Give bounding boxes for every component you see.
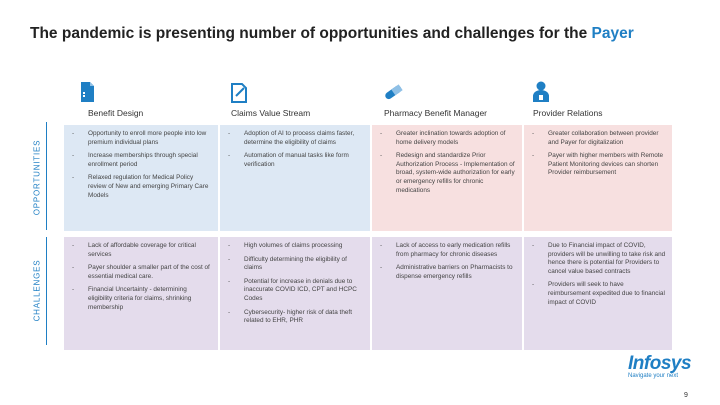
list-item: - Lack of affordable coverage for critical services bbox=[70, 242, 212, 259]
list-item: - Greater collaboration between provider and Payer for digitalization bbox=[530, 130, 666, 147]
challenges-benefit-design-cell bbox=[64, 237, 218, 350]
challenges-provider-cell bbox=[524, 237, 672, 350]
column-heading-pharmacy-benefit-manager: Pharmacy Benefit Manager bbox=[384, 108, 487, 118]
list-item: - Difficulty determining the eligibility of claims bbox=[226, 256, 364, 273]
title-accent: Payer bbox=[591, 25, 634, 42]
challenges-claims-cell bbox=[220, 237, 370, 350]
list-item: - Relaxed regulation for Medical Policy review of New and emerging Primary Care Models bbox=[70, 174, 212, 200]
opportunities-divider bbox=[46, 122, 47, 230]
list-item: - Increase memberships through special enrollment period bbox=[70, 152, 212, 169]
list-item: - Payer with higher members with Remote Patient Monitoring devices can shorten Provider reimbursement bbox=[530, 152, 666, 178]
column-heading-provider-relations: Provider Relations bbox=[533, 108, 603, 118]
challenges-row-label: CHALLENGES bbox=[32, 259, 42, 321]
person-icon bbox=[530, 80, 552, 104]
list-item: - Providers will seek to have reimbursement expedited due to financial impact of COVID bbox=[530, 281, 666, 307]
list-item: - Payer shoulder a smaller part of the cost of essential medical care. bbox=[70, 264, 212, 281]
opportunities-row-label: OPPORTUNITIES bbox=[32, 139, 42, 215]
list-item: - Administrative barriers on Pharmacists to dispense emergency refills bbox=[378, 264, 516, 281]
column-heading-claims-value-stream: Claims Value Stream bbox=[231, 108, 311, 118]
list-item: - Financial Uncertainty - determining eligibility criteria for claims, shrinking membership bbox=[70, 286, 212, 312]
list-item: - Redesign and standardize Prior Authorization Process - Implementation of broad, system-wide authorization for early or emergency refills for chronic medications bbox=[378, 152, 516, 195]
logo-tagline: Navigate your next bbox=[628, 373, 679, 379]
challenges-divider bbox=[46, 237, 47, 345]
list-item: - Lack of access to early medication refills from pharmacy for chronic diseases bbox=[378, 242, 516, 259]
list-item: - Opportunity to enroll more people into low premium individual plans bbox=[70, 130, 212, 147]
document-icon bbox=[76, 80, 98, 104]
page-title bbox=[30, 24, 670, 43]
column-heading-benefit-design: Benefit Design bbox=[88, 108, 144, 118]
list-item: - Automation of manual tasks like form verification bbox=[226, 152, 364, 169]
opportunities-pharmacy-cell bbox=[372, 125, 522, 231]
infosys-logo bbox=[628, 353, 708, 389]
list-item: - Due to Financial impact of COVID, providers will be unwilling to take risk and hence there is potential for Providers to cancel value based contracts bbox=[530, 242, 666, 276]
challenges-pharmacy-cell bbox=[372, 237, 522, 350]
list-item: - Greater inclination towards adoption of home delivery models bbox=[378, 130, 516, 147]
list-item: - Potential for increase in denials due to inaccurate COVID ICD, CPT and HCPC Codes bbox=[226, 278, 364, 304]
pencil-icon bbox=[228, 80, 250, 104]
opportunities-claims-cell bbox=[220, 125, 370, 231]
list-item: - Adoption of AI to process claims faster, determine the eligibility of claims bbox=[226, 130, 364, 147]
page-number: 9 bbox=[684, 392, 688, 399]
opportunities-benefit-design-cell bbox=[64, 125, 218, 231]
pill-icon bbox=[382, 80, 404, 104]
opportunities-provider-cell bbox=[524, 125, 672, 231]
title-main: The pandemic is presenting number of opportunities and challenges for the bbox=[30, 25, 592, 42]
logo-wordmark: Infosys bbox=[628, 353, 692, 374]
list-item: - Cybersecurity- higher risk of data theft related to EHR, PHR bbox=[226, 309, 364, 326]
list-item: - High volumes of claims processing bbox=[226, 242, 364, 251]
